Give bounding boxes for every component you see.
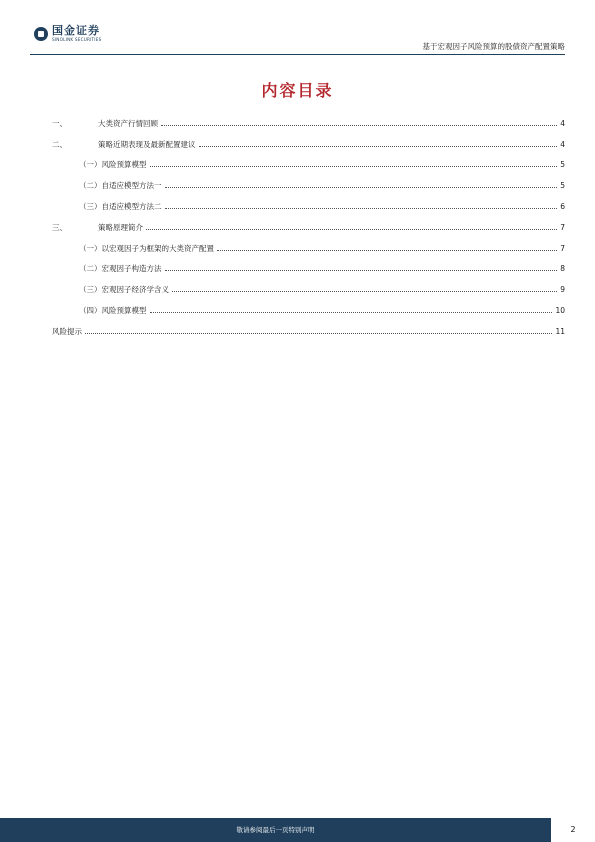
toc-dot-leader <box>199 146 558 147</box>
toc-dot-leader <box>165 187 558 188</box>
toc-entry[interactable] <box>52 259 565 280</box>
toc-entry-page: 7 <box>560 222 565 232</box>
company-logo <box>34 24 101 44</box>
toc-entry[interactable] <box>52 238 565 259</box>
toc-entry[interactable] <box>52 175 565 196</box>
toc-entry-title: （三）自适应模型方法二 <box>79 202 162 212</box>
toc-dot-leader <box>165 208 558 209</box>
logo-icon <box>34 27 48 41</box>
toc-entry-page: 6 <box>560 202 565 212</box>
toc-entry-number: 二、 <box>52 139 67 149</box>
toc-entry-title: 大类资产行情回顾 <box>98 118 158 128</box>
toc-entry-page: 8 <box>560 264 565 274</box>
logo-english-name: SINOLINK SECURITIES <box>52 37 102 43</box>
toc-entry[interactable] <box>52 113 565 134</box>
toc-entry-page: 4 <box>560 139 565 149</box>
toc-entry-page: 7 <box>560 243 565 253</box>
toc-heading: 内容目录 <box>261 81 334 100</box>
table-of-contents <box>52 113 565 342</box>
page-number: 2 <box>570 825 576 834</box>
toc-dot-leader <box>161 125 557 126</box>
toc-entry-title: （二）自适应模型方法一 <box>79 181 162 191</box>
toc-entry-page: 9 <box>560 285 565 295</box>
toc-entry-title: （一）以宏观因子为框架的大类资产配置 <box>79 243 214 253</box>
toc-entry-page: 5 <box>560 181 565 191</box>
toc-dot-leader <box>217 250 557 251</box>
toc-dot-leader <box>172 291 557 292</box>
toc-entry-number: 一、 <box>52 118 67 128</box>
report-title: 基于宏观因子风险预算的股债资产配置策略 <box>422 42 565 51</box>
toc-entry-title: 策略近期表现及最新配置建议 <box>98 139 196 149</box>
header-divider <box>30 54 565 55</box>
toc-entry[interactable] <box>52 300 565 321</box>
toc-entry[interactable] <box>52 155 565 176</box>
logo-chinese-name: 国金证券 <box>52 24 100 38</box>
toc-entry-number: 三、 <box>52 222 67 232</box>
toc-dot-leader <box>165 270 558 271</box>
toc-entry[interactable] <box>52 279 565 300</box>
toc-dot-leader <box>150 312 553 313</box>
toc-entry-title: （二）宏观因子构造方法 <box>79 264 162 274</box>
toc-entry-title: 风险提示 <box>52 326 82 336</box>
toc-entry-title: （三）宏观因子经济学含义 <box>79 285 169 295</box>
footer-disclaimer: 敬请参阅最后一页特别声明 <box>236 826 315 834</box>
toc-entry-title: 策略原理简介 <box>98 222 143 232</box>
toc-entry[interactable] <box>52 217 565 238</box>
toc-dot-leader <box>146 229 557 230</box>
toc-entry-title: （一）风险预算模型 <box>79 160 147 170</box>
toc-entry-title: （四）风险预算模型 <box>79 306 147 316</box>
toc-dot-leader <box>150 166 558 167</box>
toc-dot-leader <box>85 333 552 334</box>
toc-entry-page: 10 <box>555 306 565 316</box>
toc-entry-page: 11 <box>555 326 565 336</box>
toc-entry[interactable] <box>52 196 565 217</box>
toc-entry-page: 4 <box>560 118 565 128</box>
toc-entry-page: 5 <box>560 160 565 170</box>
toc-entry[interactable] <box>52 134 565 155</box>
toc-entry[interactable] <box>52 321 565 342</box>
